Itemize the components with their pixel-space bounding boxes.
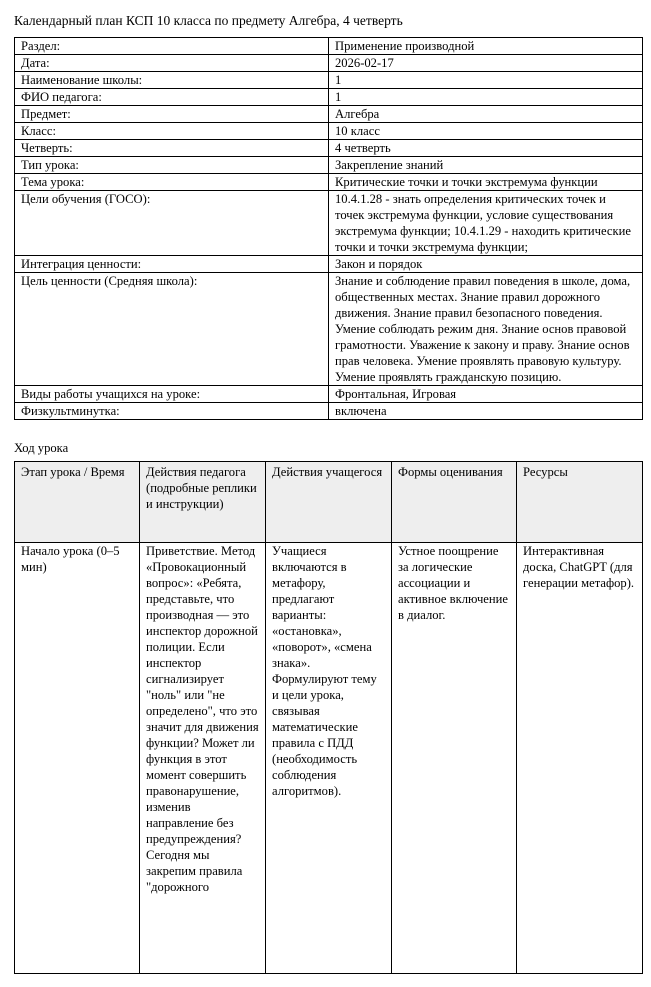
header-assessment: Формы оценивания	[392, 462, 517, 543]
info-value: 4 четверть	[329, 140, 643, 157]
info-value: 1	[329, 72, 643, 89]
info-row-subject	[15, 106, 643, 123]
info-label: Класс:	[15, 123, 329, 140]
info-value: 1	[329, 89, 643, 106]
student-actions-text: Учащиеся включаются в метафору, предлагают варианты: «остановка», «поворот», «смена знака». Формулируют тему и цели урока, связывая математические правила с ПДД (необходимость соблюдения алгоритмов).	[272, 544, 377, 798]
info-row-section	[15, 38, 643, 55]
info-value: 2026-02-17	[329, 55, 643, 72]
header-resources: Ресурсы	[517, 462, 643, 543]
header-student-actions: Действия учащегося	[266, 462, 392, 543]
assessment-text: Устное поощрение за логические ассоциации и активное включение в диалог.	[398, 544, 508, 622]
info-row-topic	[15, 174, 643, 191]
info-label: Цели обучения (ГОСО):	[15, 191, 329, 256]
lesson-header-row	[15, 462, 643, 543]
info-row-exercise-break	[15, 403, 643, 420]
cell-resources	[517, 543, 643, 974]
info-value: Критические точки и точки экстремума функции	[329, 174, 643, 191]
info-value: Фронтальная, Игровая	[329, 386, 643, 403]
header-teacher-actions: Действия педагога (подробные реплики и инструкции)	[140, 462, 266, 543]
info-row-lesson-type	[15, 157, 643, 174]
info-value: Закрепление знаний	[329, 157, 643, 174]
info-row-value-integration	[15, 256, 643, 273]
info-row-date	[15, 55, 643, 72]
info-label: Цель ценности (Средняя школа):	[15, 273, 329, 386]
info-label: Тип урока:	[15, 157, 329, 174]
table-row	[15, 543, 643, 974]
info-label: Наименование школы:	[15, 72, 329, 89]
info-row-class	[15, 123, 643, 140]
teacher-actions-text: Приветствие. Метод «Провокационный вопрос»: «Ребята, представьте, что производная — это инспектор дорожной полиции. Если инспектор сигнализирует "ноль" или "не определено", что это значит для движения функции? Может ли функция в этот момент совершить правонарушение, изменив направление без предупреждения? Сегодня мы закрепим правила "дорожного	[146, 544, 259, 894]
info-value: 10.4.1.28 - знать определения критических точек и точек экстремума функции, условие существования экстремума функции; 10.4.1.29 - находить критические точки и точки экстремума функции;	[329, 191, 643, 256]
info-value: Закон и порядок	[329, 256, 643, 273]
lesson-table	[14, 461, 643, 974]
lesson-section-title: Ход урока	[14, 441, 69, 455]
info-value: включена	[329, 403, 643, 420]
info-label: Виды работы учащихся на уроке:	[15, 386, 329, 403]
info-label: Физкультминутка:	[15, 403, 329, 420]
info-label: Раздел:	[15, 38, 329, 55]
document-title: Календарный план КСП 10 класса по предмету Алгебра, 4 четверть	[14, 13, 403, 28]
info-row-value-goal	[15, 273, 643, 386]
info-label: Дата:	[15, 55, 329, 72]
info-label: Тема урока:	[15, 174, 329, 191]
info-label: Предмет:	[15, 106, 329, 123]
cell-teacher-actions	[140, 543, 266, 974]
info-row-work-types	[15, 386, 643, 403]
header-stage: Этап урока / Время	[15, 462, 140, 543]
resources-text: Интерактивная доска, ChatGPT (для генерации метафор).	[523, 544, 635, 590]
info-row-learning-goals	[15, 191, 643, 256]
info-label: Интеграция ценности:	[15, 256, 329, 273]
info-label: ФИО педагога:	[15, 89, 329, 106]
cell-student-actions	[266, 543, 392, 974]
info-value: Знание и соблюдение правил поведения в школе, дома, общественных местах. Знание правил дорожного движения. Знание правил безопасного поведения. Умение соблюдать режим дня. Знание основ правовой грамотности. Уважение к закону и праву. Знание основ прав человека. Умение проявлять правовую культуру. Умение проявлять гражданскую позицию.	[329, 273, 643, 386]
cell-stage	[15, 543, 140, 974]
info-value: Алгебра	[329, 106, 643, 123]
info-row-school	[15, 72, 643, 89]
info-label: Четверть:	[15, 140, 329, 157]
info-value: Применение производной	[329, 38, 643, 55]
info-row-quarter	[15, 140, 643, 157]
cell-assessment	[392, 543, 517, 974]
info-table	[14, 37, 643, 420]
stage-text: Начало урока (0–5 мин)	[21, 544, 120, 574]
info-row-teacher	[15, 89, 643, 106]
info-value: 10 класс	[329, 123, 643, 140]
